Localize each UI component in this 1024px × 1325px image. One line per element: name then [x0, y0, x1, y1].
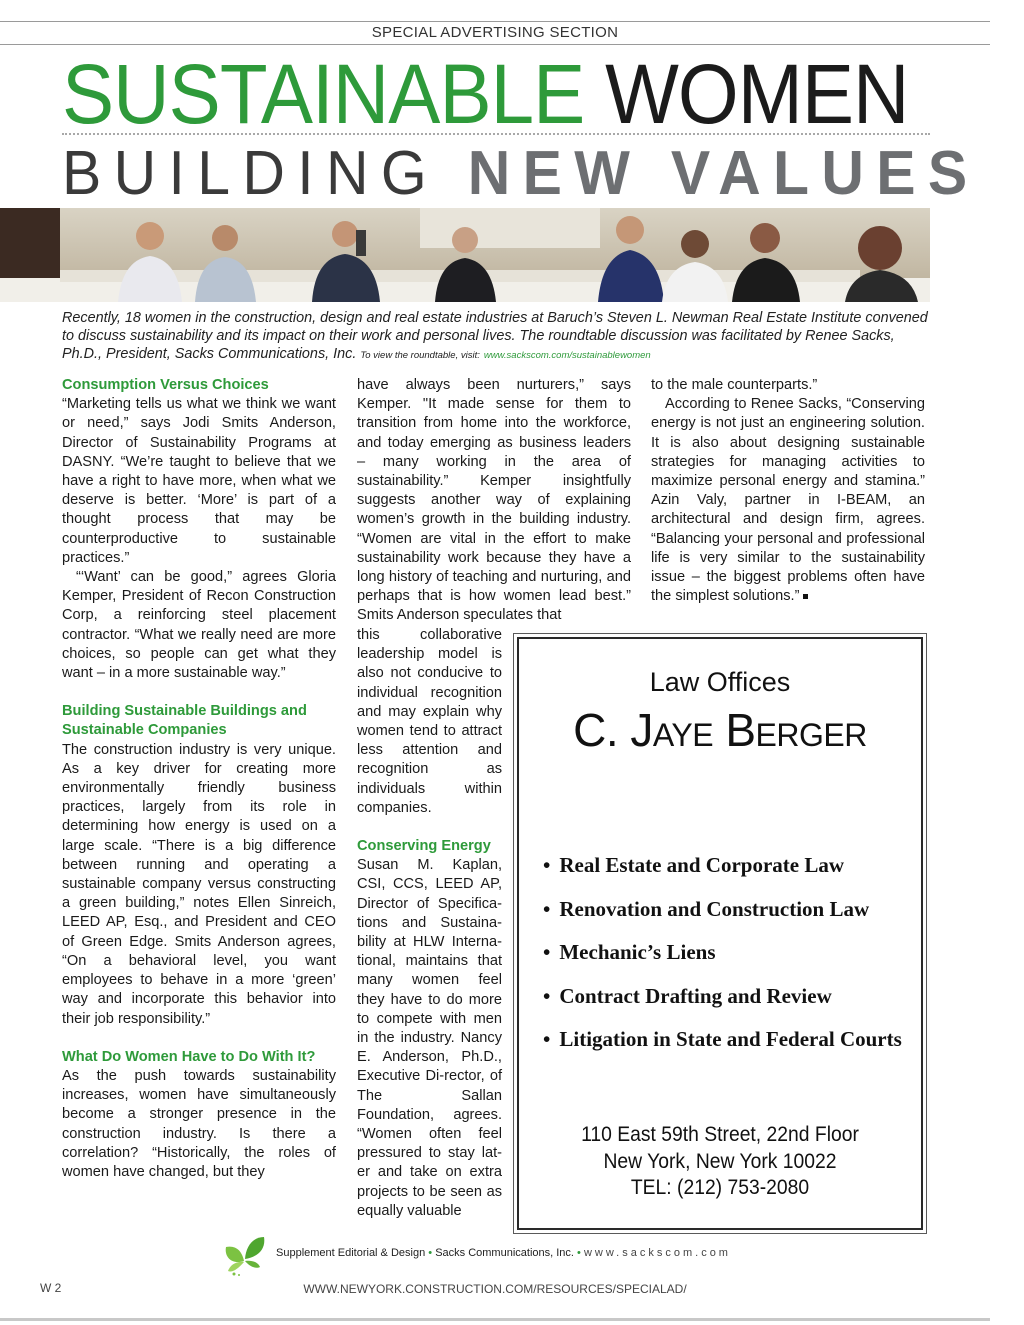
- ad-service-item: • Mechanic’s Liens: [543, 931, 902, 975]
- page-number: W 2: [40, 1281, 62, 1295]
- roundtable-photo: [0, 208, 930, 302]
- subheadline: [62, 139, 980, 208]
- supplement-label: Supplement Editorial & Design: [276, 1247, 426, 1259]
- article-column-3: [651, 376, 925, 606]
- ad-phone: TEL: (212) 753-2080: [630, 1176, 810, 1199]
- subheadline-building: BUILDING: [62, 139, 440, 208]
- company-name: Sacks Communications, Inc.: [435, 1247, 574, 1259]
- bottom-rule: [0, 1318, 990, 1321]
- paragraph: “Marketing tells us what we think we want or need,” says Jodi Smits Anderson, Director of Sustainability Programs at DASNY. “We’re taught to believe that we have a right to have more, when what we deserve is better. ‘More’ is part of a thought process that may be counterproductive to sustainable practices.”: [62, 396, 336, 566]
- dotted-divider: [62, 133, 930, 135]
- heading-building-sustainable: Building Sustainable Buildings and Sustainable Companies: [62, 703, 307, 739]
- caption-link[interactable]: www.sackscom.com/sustainablewomen: [483, 350, 651, 361]
- butterfly-logo-icon: [222, 1231, 268, 1277]
- company-website[interactable]: www.sackscom.com: [583, 1247, 731, 1259]
- headline-word-women: WOMEN: [605, 47, 909, 141]
- photo-caption: [62, 309, 932, 365]
- footer-url[interactable]: WWW.NEWYORK.CONSTRUCTION.COM/RESOURCES/SPECIALAD/: [303, 1282, 687, 1296]
- law-office-ad: [517, 637, 923, 1230]
- ad-address-line1: 110 East 59th Street, 22nd Floor: [581, 1123, 859, 1146]
- ad-address: [535, 1122, 905, 1202]
- caption-visit-text: To view the roundtable, visit:: [360, 350, 480, 361]
- paragraph: Susan M. Kaplan, CSI, CCS, LEED AP, Director of Specifica-tions and Sustaina-bility at HLW Interna-tional, maintains that many women feel they have to do more to compete with men in the industry. Nancy E. Anderson, Ph.D., Executive Di-rector, of The Sallan Foundation, agrees. “Women often feel pressured to stay lat-er and take on extra projects to be seen as equally valuable: [357, 857, 502, 1219]
- ad-services-list: [543, 844, 902, 1062]
- paragraph: “‘Want’ can be good,” agrees Gloria Kemper, President of Recon Construction Corp, a reinforcing steel placement contractor. “What we really need are more choices, so people can get what they want – in a more sustainable way.”: [62, 569, 336, 682]
- article-column-1: [62, 376, 336, 1182]
- ad-service-item: • Contract Drafting and Review: [543, 975, 902, 1019]
- article-column-2-top: [357, 376, 631, 626]
- paragraph: The construction industry is very unique. As a key driver for creating more environmentally friendly business practices, largely from its role in determining how energy is used on a large scale. “There is a big difference between running and operating a sustainable company versus constructing a green building,” notes Ellen Sinreich, LEED AP, Esq., and President and CEO of Green Edge. Smits Anderson agrees, “On a behavioral level, you want employees to behave in a more ‘green’ way and incorporate this behavior into their job responsibility.”: [62, 741, 336, 1027]
- ad-service-item: • Real Estate and Corporate Law: [543, 844, 902, 888]
- article-column-2-narrow: [357, 626, 502, 1221]
- top-rule: [0, 21, 990, 22]
- headline-word-sustainable: SUSTAINABLE: [62, 47, 585, 141]
- end-mark-icon: [803, 594, 808, 599]
- ad-service-item: • Litigation in State and Federal Courts: [543, 1018, 902, 1062]
- paragraph: [651, 395, 925, 606]
- paragraph: this collaborative leadership model is also not conducive to individual recognition and may explain why women tend to attract less attention and recognition as individuals within companies.: [357, 627, 502, 816]
- paragraph-text: According to Renee Sacks, “Conserving energy is not just an engineering solution. It is also about designing sustainable strategies for managing activities to maximize personal energy and stamina.” Azin Valy, partner in I-BEAM, an architectural and design firm, agrees. “Balancing your personal and professional life is very similar to the sustainability issue – the biggest problems often have the simplest solutions.”: [651, 396, 925, 605]
- ad-firm-name: C. Jaye Berger: [573, 704, 867, 756]
- caption-text: Recently, 18 women in the construction, design and real estate industries at Baruch’s Steven L. Newman Real Estate Institute convened to discuss sustainability and its impact on their work and personal lives. The roundtable discussion was facilitated by Renee Sacks, Ph.D., President, Sacks Communications, Inc.: [62, 310, 928, 362]
- separator-dot: •: [428, 1247, 433, 1259]
- ad-law-offices: Law Offices: [649, 667, 791, 697]
- separator-dot: •: [577, 1247, 581, 1259]
- heading-what-do-women: What Do Women Have to Do With It?: [62, 1048, 316, 1065]
- heading-consumption: Consumption Versus Choices: [62, 377, 269, 393]
- supplement-credit: [276, 1247, 731, 1259]
- subheadline-new-values: NEW VALUES: [467, 139, 980, 208]
- paragraph: have always been nurturers,” says Kemper. "It made sense for them to transition from home into the workforce, and today emerging as business leaders – many working in the area of sustainability.” Kemper insightfully suggests another way of explaining women’s growth in the building industry. “Women are vital in the effort to make sustainability work because they have a long history of teaching and nurturing, and perhaps that is how women lead best.” Smits Anderson speculates that: [357, 377, 631, 624]
- paragraph: As the push towards sustainability increases, women have simultaneously become a stronger presence in the construction industry. Is there a correlation? “Historically, the roles of women have changed, but they: [62, 1067, 336, 1180]
- section-label: SPECIAL ADVERTISING SECTION: [371, 24, 619, 41]
- headline: [62, 47, 909, 141]
- roundtable-photo-illustration: [0, 208, 930, 302]
- ad-service-item: • Renovation and Construction Law: [543, 888, 902, 932]
- header-rule: [0, 44, 990, 45]
- ad-address-line2: New York, New York 10022: [603, 1149, 837, 1173]
- paragraph: to the male counterparts.”: [651, 377, 818, 393]
- heading-conserving-energy: Conserving Energy: [357, 838, 491, 855]
